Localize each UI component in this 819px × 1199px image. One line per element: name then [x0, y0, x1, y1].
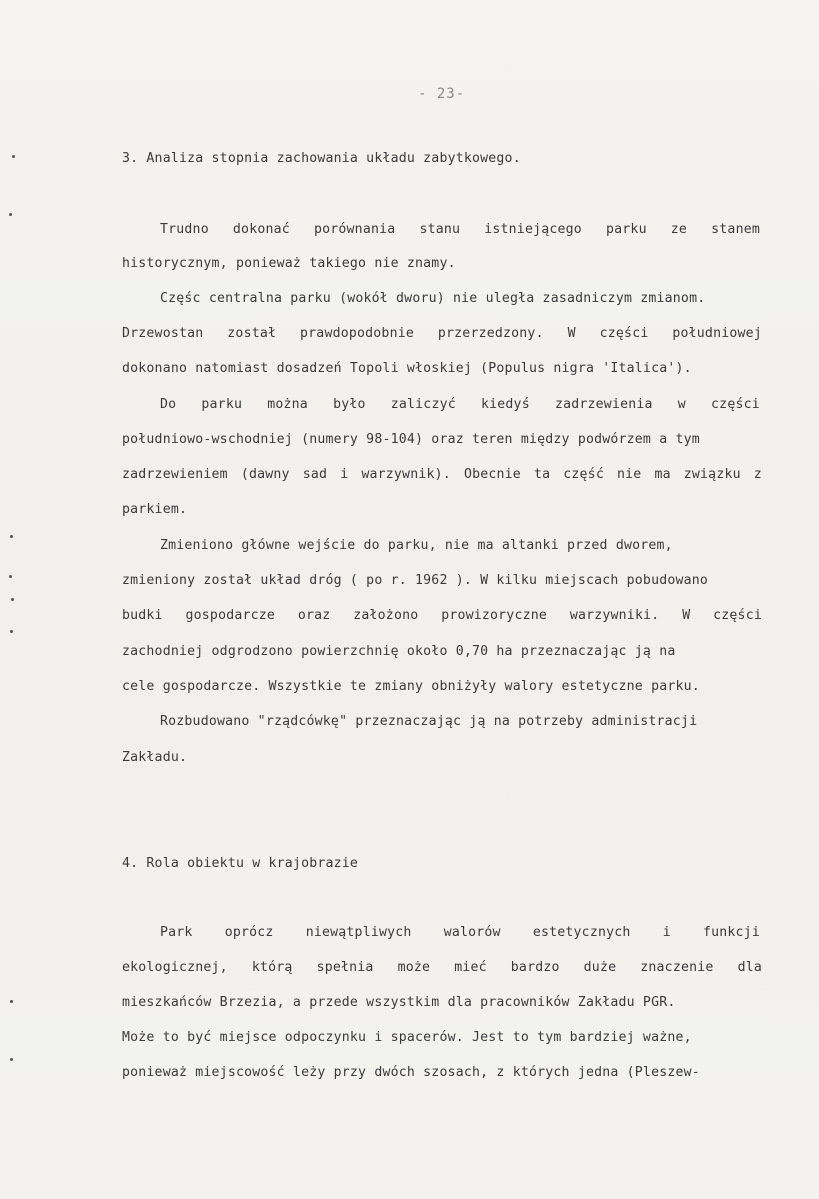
word: nie: [617, 467, 642, 482]
word: został: [227, 326, 277, 341]
text-line: [122, 467, 762, 483]
text-line: historycznym, ponieważ takiego nie znamy.: [122, 256, 456, 271]
section-heading: 4. Rola obiektu w krajobrazie: [122, 856, 359, 871]
word: dla: [737, 960, 762, 975]
word: estetycznych: [532, 925, 631, 940]
word: oraz: [297, 608, 331, 623]
word: części: [599, 326, 649, 341]
text-line: Zmieniono główne wejście do parku, nie ma altanki przed dworem,: [160, 538, 673, 553]
word: warzywnik).: [361, 467, 451, 482]
word: ekologicznej,: [122, 960, 228, 975]
word: którą: [251, 960, 293, 975]
text-line: parkiem.: [122, 502, 188, 517]
word: może: [397, 960, 431, 975]
word: bardzo: [510, 960, 560, 975]
word: ta: [533, 467, 551, 482]
text-line: [160, 397, 760, 413]
word: W: [682, 608, 691, 623]
word: było: [333, 397, 366, 412]
section-heading: 3. Analiza stopnia zachowania układu zabytkowego.: [122, 151, 521, 166]
word: oprócz: [224, 925, 274, 940]
word: znaczenie: [640, 960, 714, 975]
word: Do: [160, 397, 177, 412]
word: ma: [654, 467, 671, 482]
word: zadrzewienia: [554, 397, 653, 412]
word: niewątpliwych: [305, 925, 412, 940]
word: kiedyś: [481, 397, 530, 412]
text-line: [160, 222, 760, 238]
word: warzywniki.: [569, 608, 660, 623]
text-line: mieszkańców Brzezia, a przede wszystkim dla pracowników Zakładu PGR.: [122, 995, 676, 1010]
scan-speck: [10, 1000, 13, 1003]
word: sad: [302, 467, 328, 482]
word: mieć: [454, 960, 487, 975]
scan-speck: [9, 213, 12, 216]
word: prawdopodobnie: [300, 326, 414, 341]
word: istniejącego: [484, 222, 582, 237]
word: walorów: [443, 925, 501, 940]
word: prowizoryczne: [441, 608, 548, 623]
text-line: południowo-wschodniej (numery 98-104) oraz teren między podwórzem a tym: [122, 432, 700, 447]
text-line: cele gospodarcze. Wszystkie te zmiany obniżyły walory estetyczne parku.: [122, 679, 700, 694]
word: w: [677, 397, 686, 412]
word: przerzedzony.: [437, 326, 544, 341]
text-line: dokonano natomiast dosadzeń Topoli włoskiej (Populus nigra 'Italica').: [122, 361, 692, 376]
scan-speck: [10, 630, 13, 633]
word: gospodarcze: [185, 608, 276, 623]
word: założono: [353, 608, 419, 623]
word: (dawny: [240, 467, 290, 482]
word: i: [340, 467, 349, 482]
text-line: [122, 608, 762, 624]
word: zadrzewieniem: [122, 467, 228, 482]
word: porównania: [313, 222, 396, 237]
text-line: Zakładu.: [122, 750, 188, 765]
word: funkcji: [702, 925, 760, 940]
word: Trudno: [160, 222, 209, 237]
word: Drzewostan: [122, 326, 204, 341]
text-line: zmieniony został układ dróg ( po r. 1962 ). W kilku miejscach pobudowano: [122, 573, 709, 588]
word: związku: [683, 467, 741, 482]
scan-speck: [11, 598, 14, 601]
text-line: Częśc centralna parku (wokół dworu) nie uległa zasadniczym zmianom.: [160, 291, 706, 306]
word: część: [563, 467, 604, 482]
word: dokonać: [232, 222, 290, 237]
word: duże: [583, 960, 617, 975]
word: stanem: [711, 222, 760, 237]
word: z: [753, 467, 762, 482]
word: budki: [122, 608, 163, 623]
word: południowej: [672, 326, 762, 341]
word: i: [662, 925, 671, 940]
word: parku: [606, 222, 647, 237]
word: ze: [670, 222, 688, 237]
word: parku: [201, 397, 243, 412]
word: spełnia: [316, 960, 374, 975]
word: W: [567, 326, 576, 341]
text-line: [122, 326, 762, 342]
text-line: zachodniej odgrodzono powierzchnię około 0,70 ha przeznaczając ją na: [122, 644, 676, 659]
word: stanu: [419, 222, 461, 237]
text-line: ponieważ miejscowość leży przy dwóch szosach, z których jedna (Pleszew-: [122, 1065, 700, 1080]
text-line: Może to być miejsce odpoczynku i spacerów. Jest to tym bardziej ważne,: [122, 1030, 692, 1045]
text-line: Rozbudowano "rządcówkę" przeznaczając ją na potrzeby administracji: [160, 714, 698, 729]
word: Obecnie: [463, 467, 521, 482]
text-line: [160, 925, 760, 941]
word: części: [711, 397, 760, 412]
word: Park: [160, 925, 193, 940]
word: części: [713, 608, 762, 623]
word: można: [267, 397, 308, 412]
scan-speck: [10, 1058, 13, 1061]
page-number: - 23-: [418, 86, 466, 102]
text-line: [122, 960, 762, 976]
scan-speck: [9, 575, 12, 578]
scan-speck: [12, 155, 15, 158]
scan-speck: [10, 535, 13, 538]
word: zaliczyć: [390, 397, 456, 412]
